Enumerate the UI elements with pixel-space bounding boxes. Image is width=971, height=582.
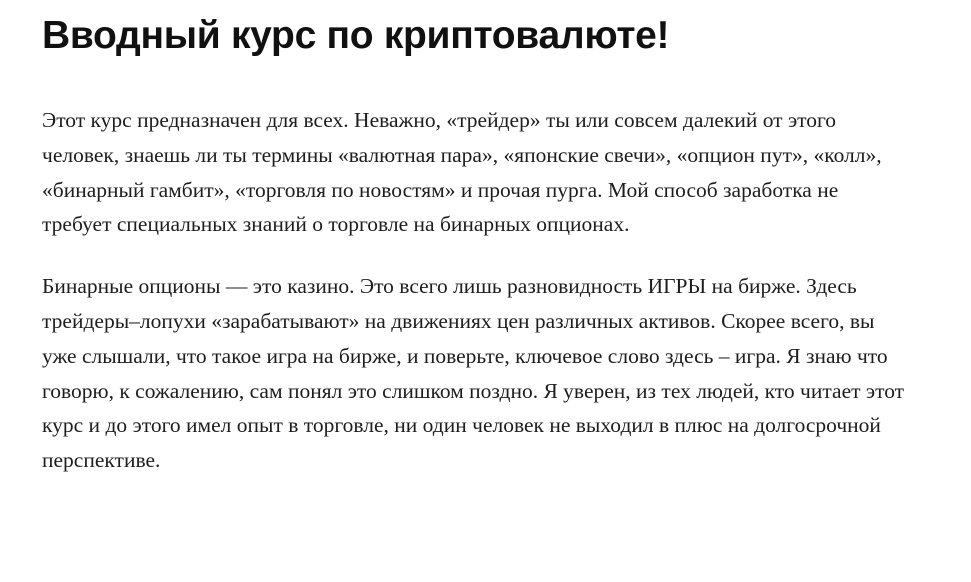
page-title: Вводный курс по криптовалюте! (42, 14, 670, 57)
article-body (42, 103, 911, 478)
paragraph-2: Бинарные опционы — это казино. Это всего лишь разновидность ИГРЫ на бирже. Здесь трейдеры–лопухи «зарабатывают» на движениях цен различных активов. Скорее всего, вы уже слышали, что такое игра на бирже, и поверьте, ключевое слово здесь – игра. Я знаю что говорю, к сожалению, сам понял это слишком поздно. Я уверен, из тех людей, кто читает этот курс и до этого имел опыт в торговле, ни один человек не выходил в плюс на долгосрочной перспективе. (42, 274, 905, 473)
paragraph-1: Этот курс предназначен для всех. Неважно, «трейдер» ты или совсем далекий от этого человек, знаешь ли ты термины «валютная пара», «японские свечи», «опцион пут», «колл», «бинарный гамбит», «торговля по новостям» и прочая пурга. Мой способ заработка не требует специальных знаний о торговле на бинарных опционах. (42, 107, 882, 237)
